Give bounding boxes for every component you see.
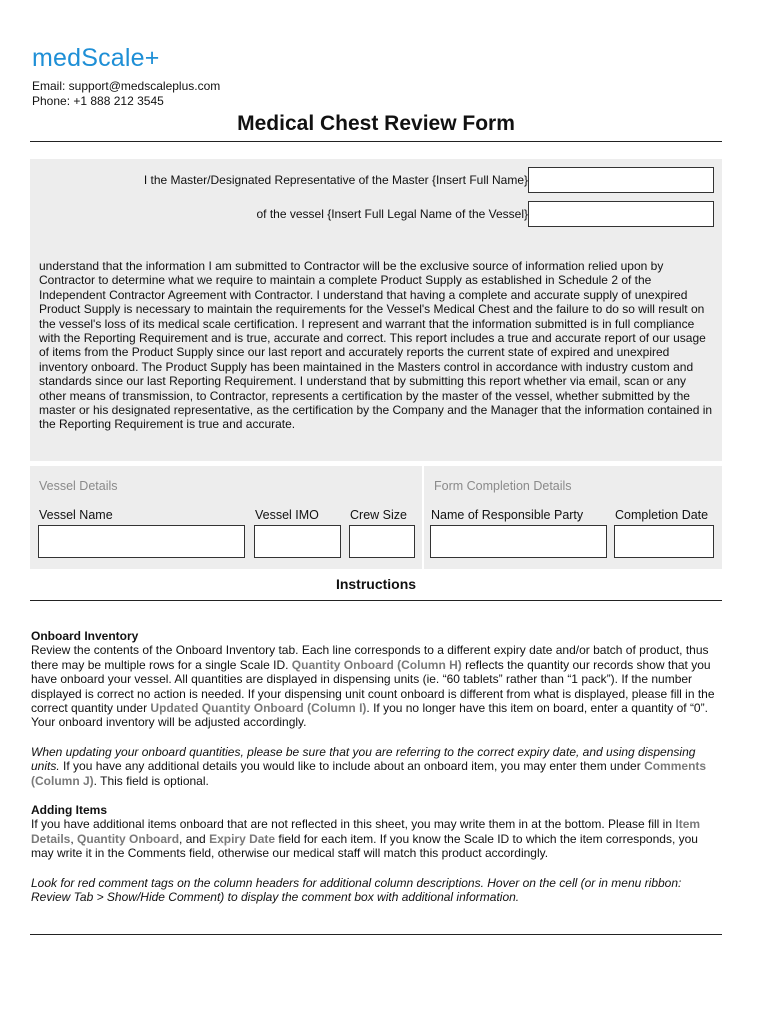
master-name-label: I the Master/Designated Representative of the Master {Insert Full Name} <box>143 173 528 187</box>
updated-quantity-ref: Updated Quantity Onboard (Column I) <box>150 701 367 716</box>
instructions-title: Instructions <box>335 576 417 592</box>
contact-info <box>32 79 220 108</box>
adding-items-paragraph: If you have additional items onboard that are not reflected in this sheet, you may write them in at the bottom. Please fill in Item Details, Quantity Onboard, and Expiry Date field for each item. If you know the Scale ID to which the item corresponds, you may write it in the Comments field, otherwise our medical staff will match this product accordingly. <box>31 817 701 861</box>
completion-date-field[interactable] <box>614 525 714 558</box>
title-divider <box>30 141 722 142</box>
form-title: Medical Chest Review Form <box>237 112 515 135</box>
logo-med: med <box>32 44 82 72</box>
vessel-imo-field[interactable] <box>254 525 341 558</box>
master-name-field[interactable] <box>528 167 714 193</box>
quantity-onboard-ref: Quantity Onboard (Column H) <box>291 657 462 672</box>
completion-details-heading: Form Completion Details <box>434 479 572 493</box>
item-details-ref: Item Details <box>31 817 701 846</box>
declaration-statement: understand that the information I am submitted to Contractor will be the exclusive source of information relied upon by Contractor to determine what we require to maintain a complete Product Supply as established in Schedule 2 of the Independent Contractor Agreement with Contractor. I understand that having a complete and accurate supply of unexpired Product Supply is necessary to maintain the requirements for the Vessel's Medical Chest and the failure to do so will result on the vessel's loss of its medical scale certification. I represent and warrant that the information submitted is in full compliance with the Reporting Requirement and is true, accurate and correct. This report includes a true and accurate report of our usage of items from the Product Supply since our last report and accurately reports the current state of expired and unexpired inventory onboard. The Product Supply has been maintained in the Masters control in accordance with industry custom and standards since our last Reporting Requirement. I understand that by submitting this report whether via email, scan or any other means of transmission, to Contractor, represents a certification by the master of the vessel, whether submitted by the master or his designated representative, as the certification by the Company and the Manager that the information contained in the Reporting Requirement is true and accurate. <box>39 259 713 432</box>
onboard-inventory-heading: Onboard Inventory <box>31 629 139 643</box>
contact-email: Email: support@medscaleplus.com <box>32 79 221 93</box>
contact-phone: Phone: +1 888 212 3545 <box>32 93 164 108</box>
onboard-inventory-paragraph: Review the contents of the Onboard Inventory tab. Each line corresponds to a different expiry date and/or batch of product, thus there may be multiple rows for a single Scale ID. Quantity Onboard (Column H) reflects the quantity our records show that you have onboard your vessel. All quantities are displayed in dispensing units (ie. “60 tablets” rather than “1 pack”). If the number displayed is correct no action is needed. If your dispensing unit count onboard is different from what is displayed, please fill in the correct quantity under Updated Quantity Onboard (Column I). If you no longer have this item on board, enter a quantity of “0”. Your onboard inventory will be adjusted accordingly. <box>31 643 715 730</box>
instructions-body <box>31 629 721 920</box>
vessel-name-field[interactable] <box>38 525 245 558</box>
vessel-legal-name-field[interactable] <box>528 201 714 227</box>
comment-tags-note: Look for red comment tags on the column headers for additional column descriptions. Hover on the cell (or in menu ribbon: Review Tab > Show/Hide Comment) to display the comment box with additional information. <box>31 875 682 905</box>
completion-date-label: Completion Date <box>615 508 709 522</box>
onboard-note-paragraph: When updating your onboard quantities, please be sure that you are referring to the correct expiry date, and using dispensing units. If you have any additional details you would like to include about an onboard item, you may enter them under Comments (Column J). This field is optional. <box>31 744 707 788</box>
adding-items-heading: Adding Items <box>31 803 108 818</box>
responsible-party-field[interactable] <box>430 525 607 558</box>
expiry-date-ref: Expiry Date <box>209 831 276 846</box>
logo-scale: Scale+ <box>81 44 160 72</box>
instructions-divider-top <box>30 600 722 601</box>
vessel-imo-label: Vessel IMO <box>255 508 319 522</box>
quantity-onboard-ref-2: Quantity Onboard <box>77 831 180 846</box>
vessel-legal-name-label: of the vessel {Insert Full Legal Name of the Vessel} <box>256 207 528 221</box>
vessel-name-label: Vessel Name <box>39 508 113 522</box>
responsible-party-label: Name of Responsible Party <box>431 508 584 522</box>
medscale-logo <box>32 44 160 73</box>
vessel-details-heading: Vessel Details <box>39 479 118 493</box>
crew-size-field[interactable] <box>349 525 415 558</box>
comments-ref: Comments (Column J) <box>31 759 707 788</box>
crew-size-label: Crew Size <box>350 508 407 522</box>
instructions-divider-bottom <box>30 934 722 935</box>
